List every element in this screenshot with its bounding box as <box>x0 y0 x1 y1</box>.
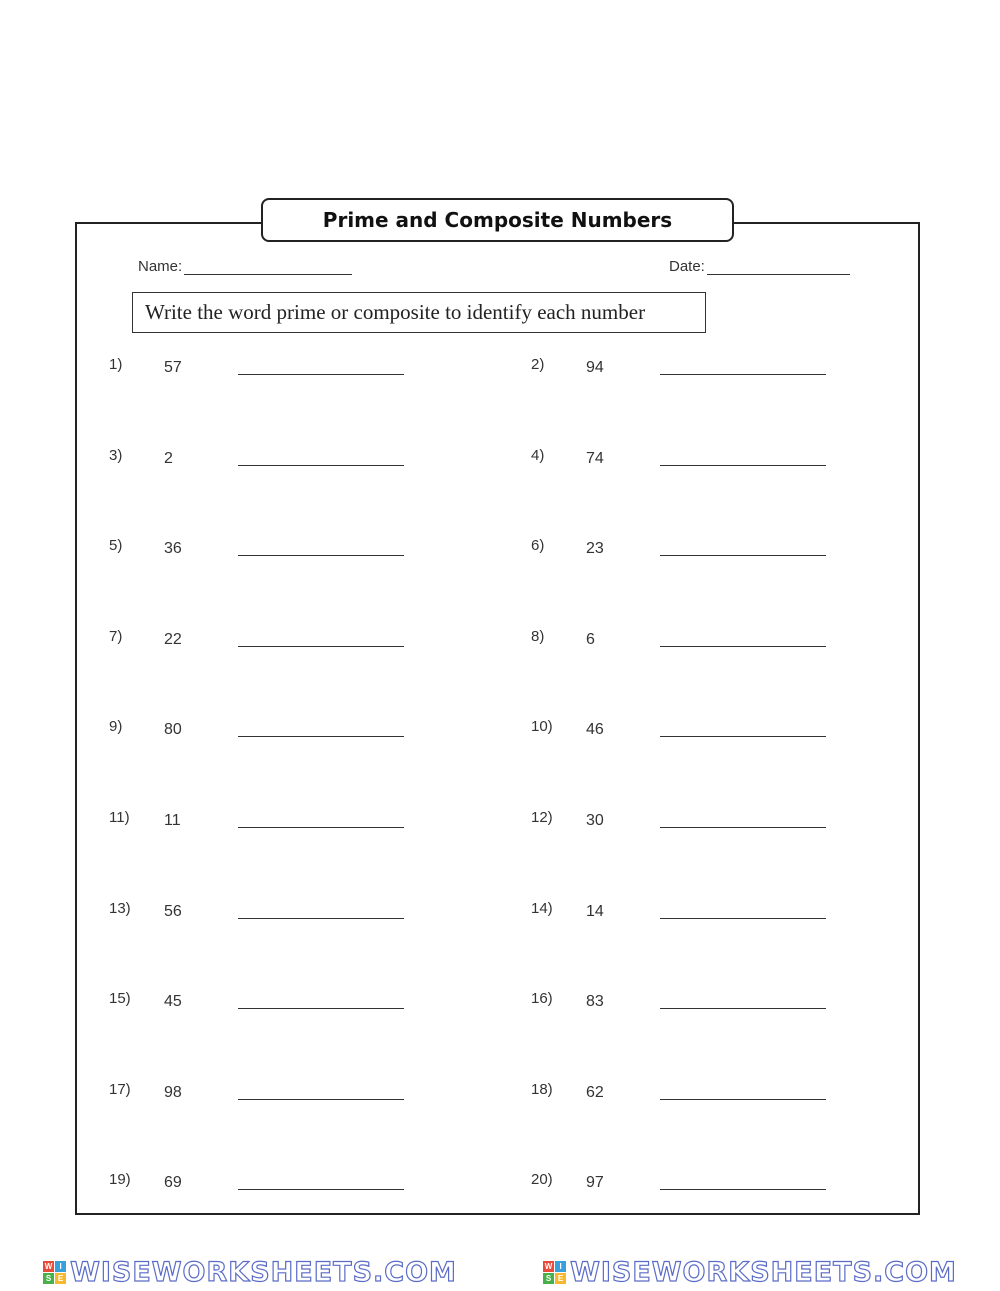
logo-letter: E <box>55 1273 66 1284</box>
problem-item <box>531 628 831 658</box>
name-blank[interactable] <box>184 260 352 275</box>
logo-letter: S <box>543 1273 554 1284</box>
logo-letter: S <box>43 1273 54 1284</box>
problem-number: 18) <box>531 1081 553 1098</box>
problem-item <box>531 1081 831 1111</box>
logo-letter: W <box>544 1262 553 1271</box>
watermark-text: WISEWORKSHEETS.COM <box>70 1257 457 1288</box>
instructions-box <box>132 292 706 333</box>
problem-number: 11) <box>109 809 130 826</box>
watermark-left <box>43 1257 457 1288</box>
problem-number: 2) <box>531 356 545 373</box>
date-blank[interactable] <box>707 260 850 275</box>
problem-item <box>531 718 831 748</box>
problem-value: 30 <box>586 812 604 829</box>
problem-item <box>531 537 831 567</box>
answer-blank[interactable] <box>238 465 404 466</box>
problem-item <box>109 356 409 386</box>
problem-value: 62 <box>586 1084 604 1101</box>
problem-value: 14 <box>586 903 604 920</box>
answer-blank[interactable] <box>238 736 404 737</box>
logo-letter: W <box>44 1262 53 1271</box>
answer-blank[interactable] <box>660 465 826 466</box>
problem-value: 45 <box>164 993 182 1010</box>
problem-number: 1) <box>109 356 123 373</box>
problem-item <box>109 809 409 839</box>
problem-value: 6 <box>586 631 595 648</box>
problem-number: 4) <box>531 447 545 464</box>
problem-item <box>531 447 831 477</box>
problem-number: 3) <box>109 447 123 464</box>
watermark-text: WISEWORKSHEETS.COM <box>570 1257 957 1288</box>
answer-blank[interactable] <box>238 1189 404 1190</box>
problem-value: 11 <box>164 812 181 829</box>
answer-blank[interactable] <box>660 555 826 556</box>
answer-blank[interactable] <box>660 918 826 919</box>
problem-item <box>109 900 409 930</box>
answer-blank[interactable] <box>238 646 404 647</box>
footer-watermark <box>0 1254 1000 1291</box>
problem-number: 5) <box>109 537 123 554</box>
problem-number: 16) <box>531 990 553 1007</box>
problem-item <box>109 537 409 567</box>
problem-number: 6) <box>531 537 545 554</box>
problem-item <box>109 990 409 1020</box>
watermark-right <box>543 1257 957 1288</box>
problem-value: 94 <box>586 359 604 376</box>
problem-number: 17) <box>109 1081 131 1098</box>
answer-blank[interactable] <box>238 1008 404 1009</box>
answer-blank[interactable] <box>660 736 826 737</box>
problem-value: 36 <box>164 540 182 557</box>
problem-item <box>531 1171 831 1201</box>
problem-item <box>109 1171 409 1201</box>
problem-value: 80 <box>164 721 182 738</box>
wiseworksheets-logo-icon <box>43 1261 66 1284</box>
problem-item <box>109 447 409 477</box>
answer-blank[interactable] <box>238 918 404 919</box>
name-label: Name: <box>138 258 183 275</box>
wiseworksheets-logo-icon <box>543 1261 566 1284</box>
answer-blank[interactable] <box>660 374 826 375</box>
answer-blank[interactable] <box>660 827 826 828</box>
answer-blank[interactable] <box>238 374 404 375</box>
problem-value: 22 <box>164 631 182 648</box>
answer-blank[interactable] <box>660 1008 826 1009</box>
date-field[interactable] <box>669 258 850 275</box>
answer-blank[interactable] <box>660 646 826 647</box>
problem-value: 23 <box>586 540 604 557</box>
problem-number: 19) <box>109 1171 131 1188</box>
problem-value: 83 <box>586 993 604 1010</box>
worksheet-title <box>261 198 734 242</box>
problem-number: 7) <box>109 628 123 645</box>
logo-letter: I <box>55 1261 66 1272</box>
problem-value: 46 <box>586 721 604 738</box>
problem-item <box>531 990 831 1020</box>
problem-number: 14) <box>531 900 553 917</box>
problem-number: 20) <box>531 1171 553 1188</box>
answer-blank[interactable] <box>238 827 404 828</box>
name-field[interactable] <box>138 258 352 275</box>
instructions-text: Write the word prime or composite to identify each number <box>145 300 646 324</box>
problem-value: 57 <box>164 359 182 376</box>
problem-item <box>531 356 831 386</box>
problem-number: 9) <box>109 718 123 735</box>
problem-item <box>531 809 831 839</box>
problem-value: 2 <box>164 450 173 467</box>
logo-letter: I <box>555 1261 566 1272</box>
problem-number: 15) <box>109 990 131 1007</box>
problem-number: 12) <box>531 809 553 826</box>
problem-value: 56 <box>164 903 182 920</box>
problem-item <box>109 1081 409 1111</box>
answer-blank[interactable] <box>660 1189 826 1190</box>
logo-letter: E <box>555 1273 566 1284</box>
answer-blank[interactable] <box>238 555 404 556</box>
problem-value: 98 <box>164 1084 182 1101</box>
worksheet-title-text: Prime and Composite Numbers <box>322 208 673 232</box>
problem-number: 8) <box>531 628 545 645</box>
date-label: Date: <box>669 258 705 275</box>
problem-number: 13) <box>109 900 131 917</box>
problem-value: 74 <box>586 450 604 467</box>
problem-value: 97 <box>586 1174 604 1191</box>
problem-number: 10) <box>531 718 553 735</box>
problem-item <box>531 900 831 930</box>
answer-blank[interactable] <box>660 1099 826 1100</box>
problem-item <box>109 718 409 748</box>
problem-value: 69 <box>164 1174 182 1191</box>
answer-blank[interactable] <box>238 1099 404 1100</box>
problem-item <box>109 628 409 658</box>
